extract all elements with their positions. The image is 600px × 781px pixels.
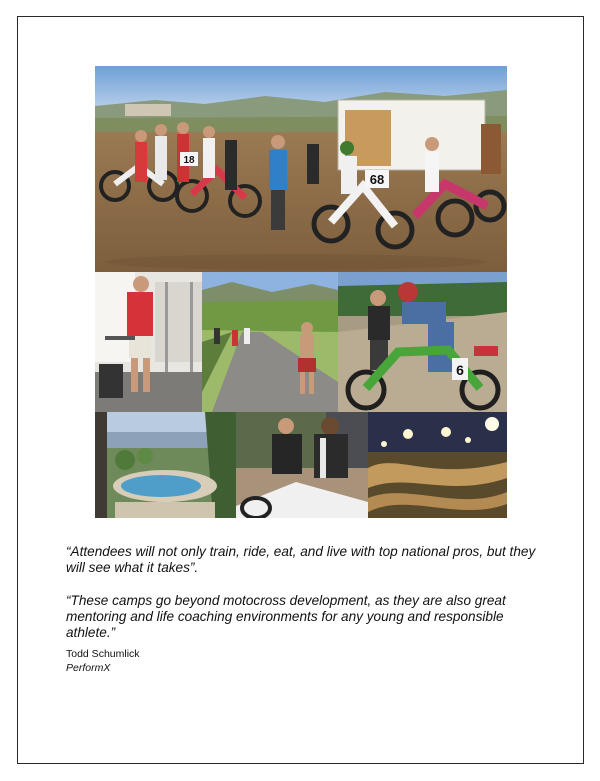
photo-riders-portrait (236, 412, 368, 518)
photo-coach-with-rider (338, 272, 507, 412)
photo-night-track (368, 412, 507, 518)
author-organization: PerformX (66, 662, 111, 674)
bike-number-18: 18 (183, 155, 195, 166)
photo-gym-training (95, 272, 202, 412)
bike-number-68: 68 (369, 172, 385, 187)
bike-number-6: 6 (456, 362, 464, 378)
photo-road-running (202, 272, 338, 412)
photo-group-with-motorcycles (95, 66, 507, 272)
photo-pool-villa (95, 412, 236, 518)
author-name: Todd Schumlick (66, 648, 140, 660)
quote-camps: “These camps go beyond motocross development, as they are also great mentoring and life coaching environments for any young and responsible athlete.” (66, 593, 506, 640)
quote-attendees: “Attendees will not only train, ride, eat, and live with top national pros, but they will see what it takes”. (66, 544, 536, 575)
